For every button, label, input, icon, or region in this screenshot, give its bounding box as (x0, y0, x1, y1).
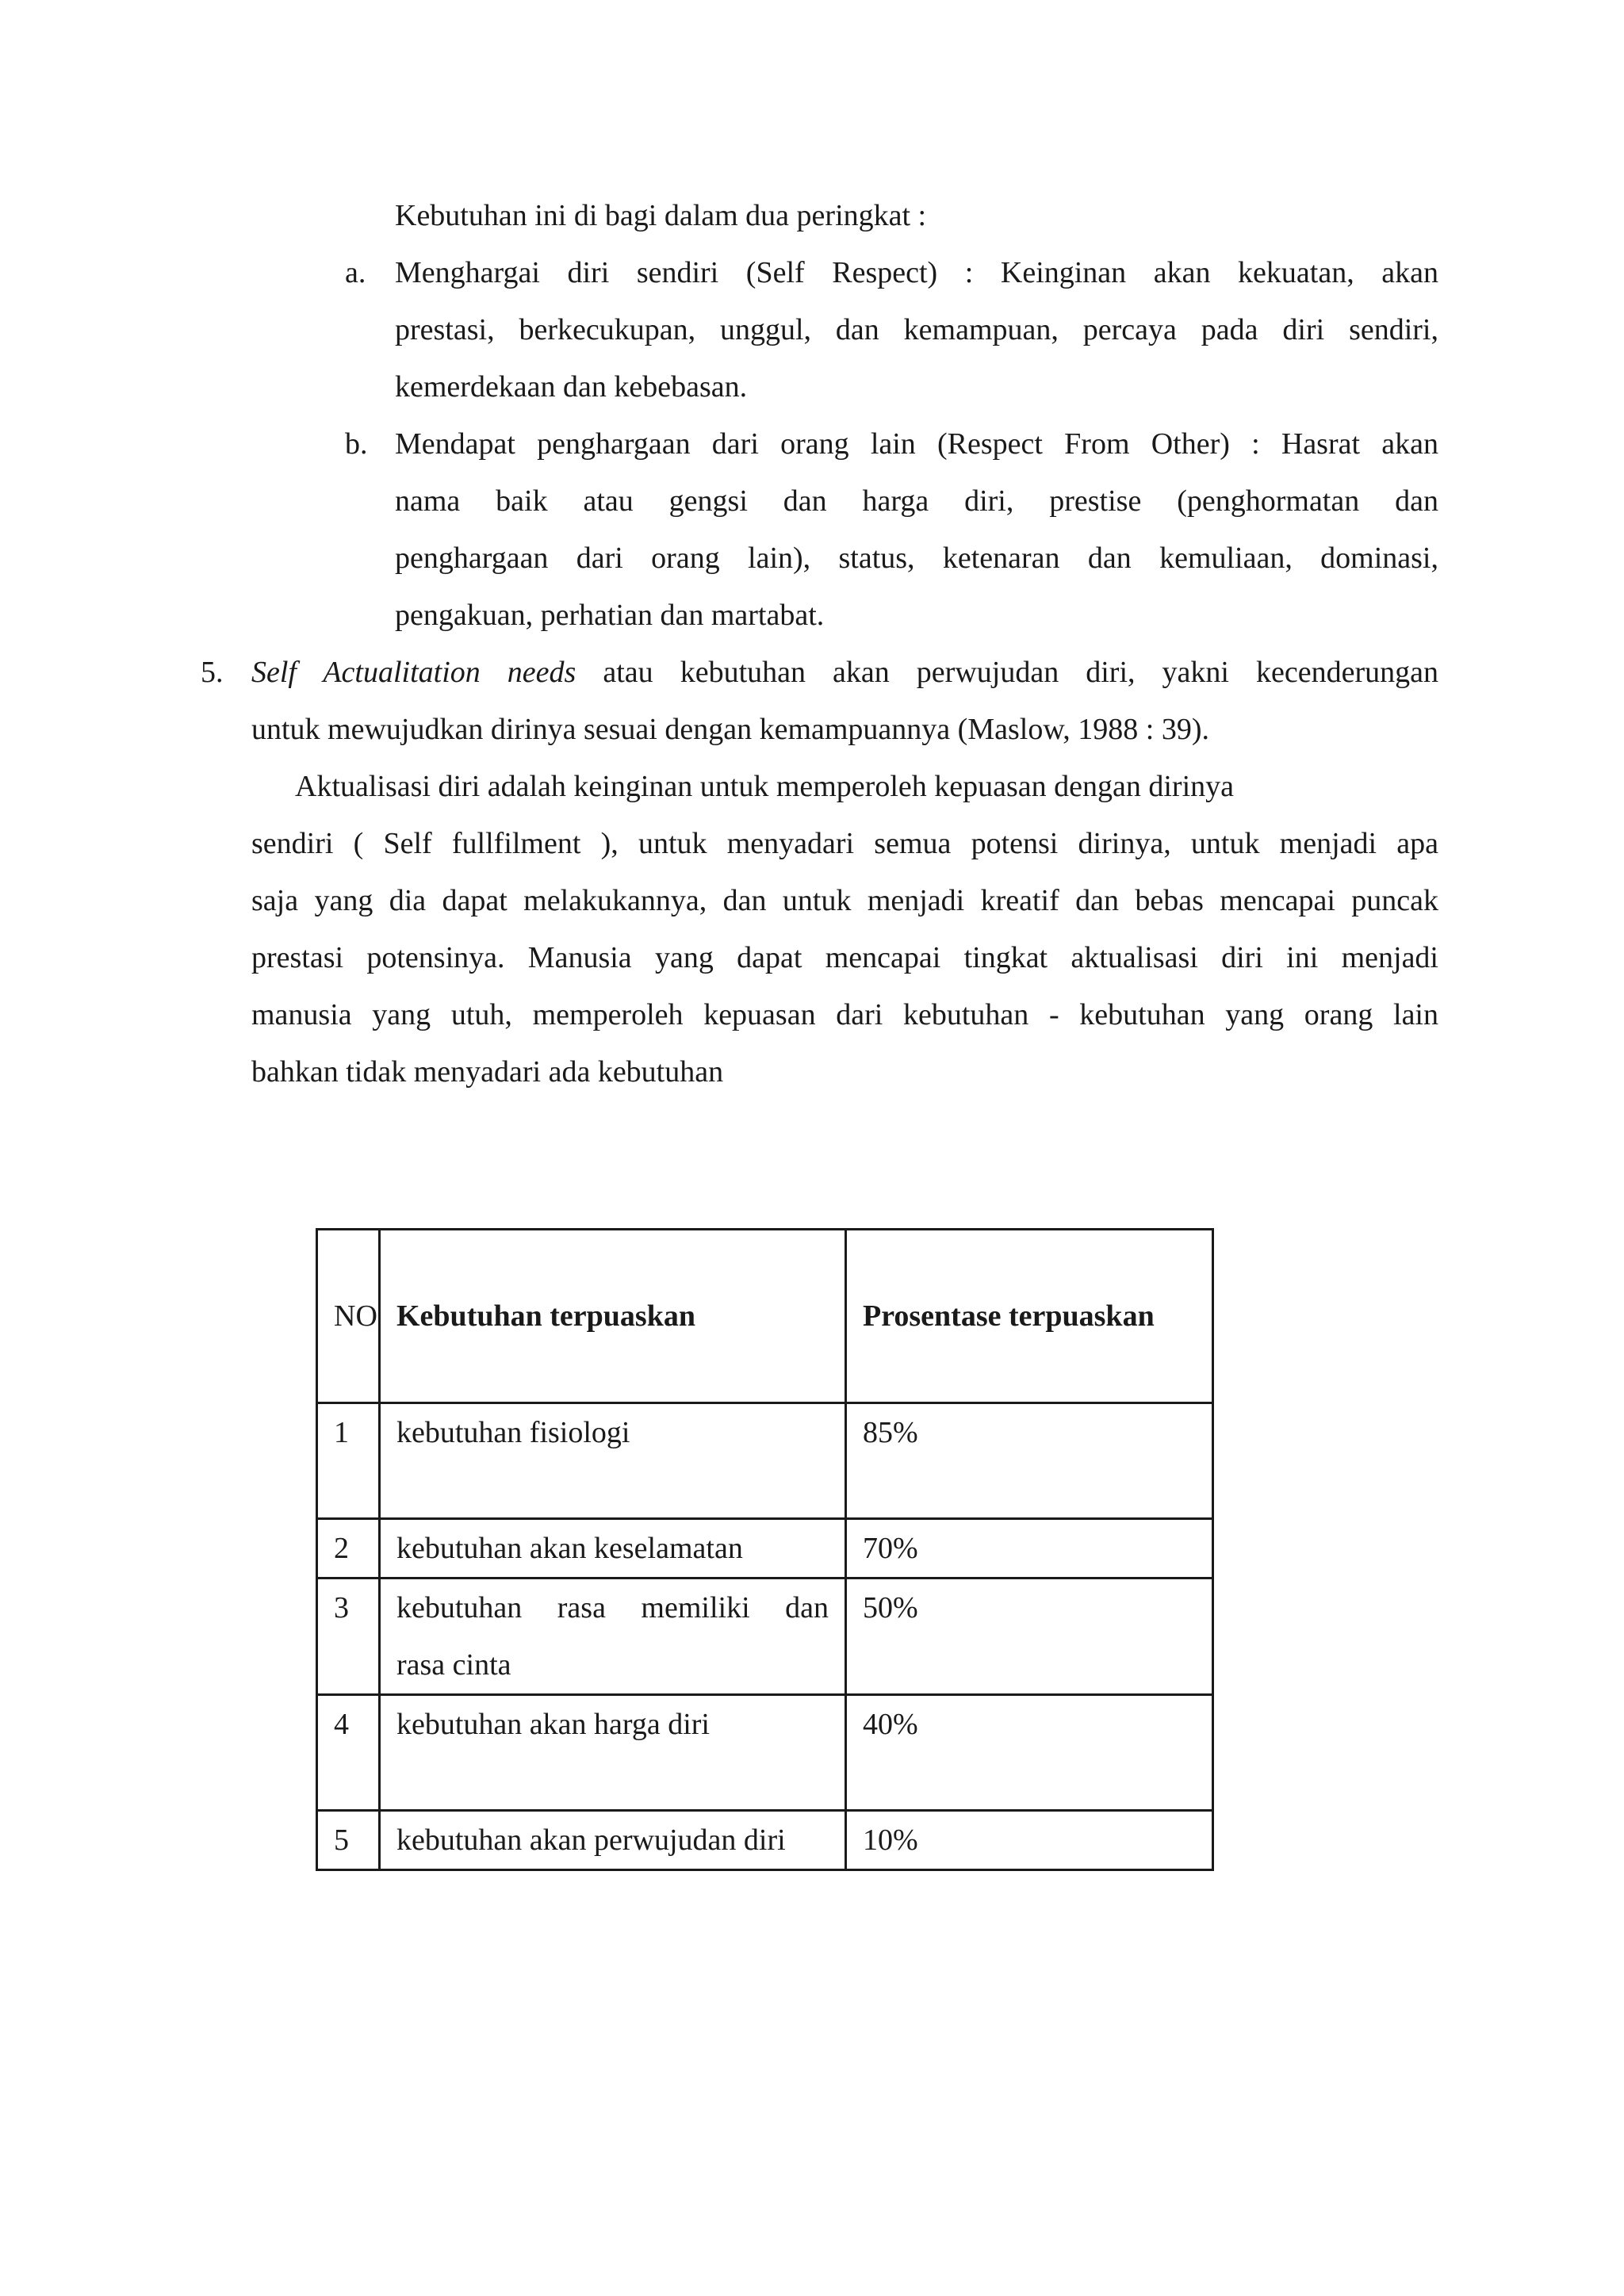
table-header-row (317, 1230, 1213, 1403)
item-5-line-1-rest: atau kebutuhan akan perwujudan diri, yakni kecenderungan (603, 656, 1438, 689)
list-item-a-line-1: Menghargai diri sendiri (Self Respect) : Keinginan akan kekuatan, akan (395, 256, 1438, 289)
cell-percentage: 85% (846, 1403, 1213, 1519)
header-percentage: Prosentase terpuaskan (846, 1230, 1213, 1403)
cell-no: 3 (317, 1578, 380, 1695)
header-no: NO (317, 1230, 380, 1403)
item-5-italic-term: Self Actualitation needs (251, 656, 576, 689)
cell-no: 2 (317, 1519, 380, 1578)
cell-need: kebutuhan akan keselamatan (380, 1519, 846, 1578)
cell-no: 1 (317, 1403, 380, 1519)
cell-need-line-1: kebutuhan rasa memiliki dan (396, 1591, 829, 1624)
paragraph-line-3: saja yang dia dapat melakukannya, dan untuk menjadi kreatif dan bebas mencapai puncak (251, 884, 1438, 917)
list-item-a-line-2: prestasi, berkecukupan, unggul, dan kemampuan, percaya pada diri sendiri, (395, 313, 1438, 346)
cell-need (380, 1578, 846, 1695)
table-row (317, 1403, 1213, 1519)
cell-need: kebutuhan akan perwujudan diri (380, 1811, 846, 1870)
cell-percentage: 50% (846, 1578, 1213, 1695)
cell-percentage: 10% (846, 1811, 1213, 1870)
list-item-a (395, 244, 1438, 415)
item-5-line-1 (251, 644, 1438, 701)
table-row (317, 1695, 1213, 1811)
list-item-b-line-2: nama baik atau gengsi dan harga diri, prestise (penghormatan dan (395, 484, 1438, 518)
list-marker-5: 5. (201, 656, 224, 689)
cell-no: 4 (317, 1695, 380, 1811)
table-row (317, 1578, 1213, 1695)
cell-need-line-2: rasa cinta (396, 1648, 511, 1682)
cell-percentage: 70% (846, 1519, 1213, 1578)
list-item-b-line-3: penghargaan dari orang lain), status, ketenaran dan kemuliaan, dominasi, (395, 541, 1438, 575)
item-5-line-2: untuk mewujudkan dirinya sesuai dengan kemampuannya (Maslow, 1988 : 39). (251, 713, 1210, 746)
list-item-b-line-4: pengakuan, perhatian dan martabat. (395, 599, 825, 632)
needs-table (316, 1228, 1214, 1871)
paragraph-body (251, 815, 1438, 1100)
paragraph-line-4: prestasi potensinya. Manusia yang dapat mencapai tingkat aktualisasi diri ini menjadi (251, 941, 1438, 974)
list-item-b (395, 415, 1438, 644)
paragraph-line-6: bahkan tidak menyadari ada kebutuhan (251, 1055, 724, 1089)
list-item-b-line-1: Mendapat penghargaan dari orang lain (Respect From Other) : Hasrat akan (395, 427, 1438, 461)
cell-percentage: 40% (846, 1695, 1213, 1811)
table-row (317, 1811, 1213, 1870)
paragraph-line-1: Aktualisasi diri adalah keinginan untuk memperoleh kepuasan dengan dirinya (295, 770, 1234, 803)
list-marker-a: a. (345, 256, 366, 289)
intro-line: Kebutuhan ini di bagi dalam dua peringkat : (395, 199, 927, 232)
cell-need: kebutuhan fisiologi (380, 1403, 846, 1519)
paragraph-line-2: sendiri ( Self fullfilment ), untuk menyadari semua potensi dirinya, untuk menjadi apa (251, 827, 1438, 860)
table-row (317, 1519, 1213, 1578)
list-marker-b: b. (345, 427, 368, 461)
item-5 (251, 644, 1438, 758)
header-need: Kebutuhan terpuaskan (380, 1230, 846, 1403)
cell-need: kebutuhan akan harga diri (380, 1695, 846, 1811)
paragraph-line-5: manusia yang utuh, memperoleh kepuasan dari kebutuhan - kebutuhan yang orang lain (251, 998, 1438, 1031)
cell-no: 5 (317, 1811, 380, 1870)
list-item-a-line-3: kemerdekaan dan kebebasan. (395, 370, 748, 404)
